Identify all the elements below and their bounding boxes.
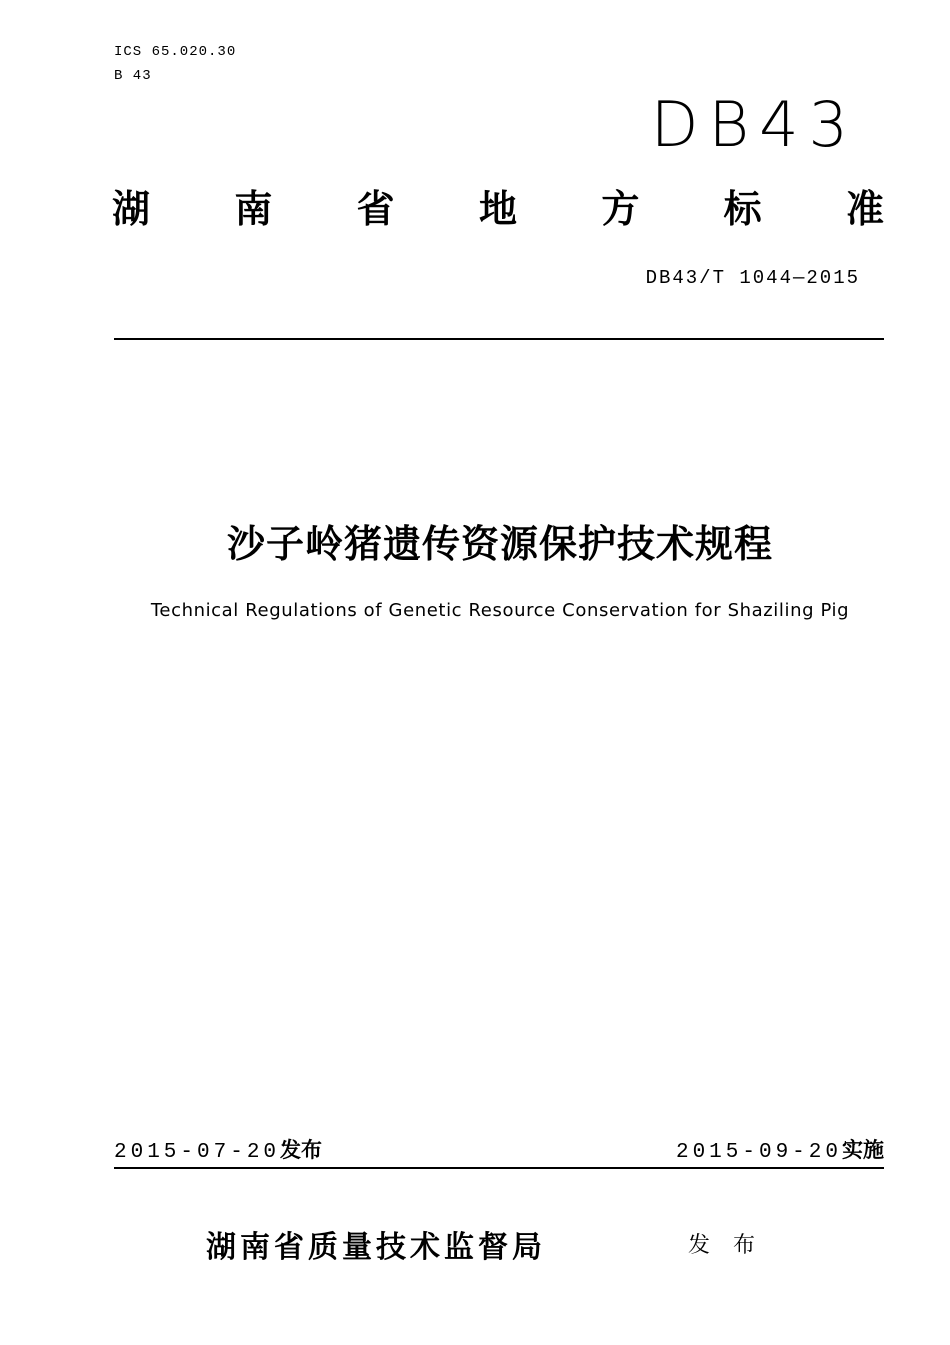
implement-label: 实施 (842, 1138, 884, 1162)
standard-type-char: 准 (845, 187, 884, 231)
implement-date: 2015-09-20 (675, 1141, 842, 1164)
classification-code: B 43 (114, 68, 152, 84)
implement-date-line (676, 1134, 884, 1164)
issue-word: 发 布 (688, 1233, 763, 1258)
bottom-divider (114, 1167, 884, 1169)
standard-type-char: 南 (234, 187, 273, 231)
issue-label: 发布 (280, 1138, 323, 1162)
standard-type-char: 湖 (112, 187, 151, 231)
standard-type-char: 地 (478, 187, 517, 231)
ics-code: ICS 65.020.30 (114, 44, 237, 60)
standard-type-char: 省 (356, 187, 395, 231)
top-divider (114, 338, 884, 340)
standard-number: DB43/T 1044—2015 (645, 267, 860, 289)
issuing-authority: 湖南省质量技术监督局 (206, 1230, 546, 1265)
issue-date: 2015-07-20 (114, 1141, 281, 1164)
standard-type-char: 方 (601, 187, 640, 231)
standard-type-heading (112, 178, 884, 233)
document-title-english: Technical Regulations of Genetic Resource Conservation for Shaziling Pig (150, 600, 850, 621)
standard-type-char: 标 (723, 187, 762, 231)
db-code-logo: DB43 (650, 88, 858, 161)
document-title-chinese: 沙子岭猪遗传资源保护技术规程 (226, 522, 773, 566)
issue-date-line (114, 1134, 322, 1164)
